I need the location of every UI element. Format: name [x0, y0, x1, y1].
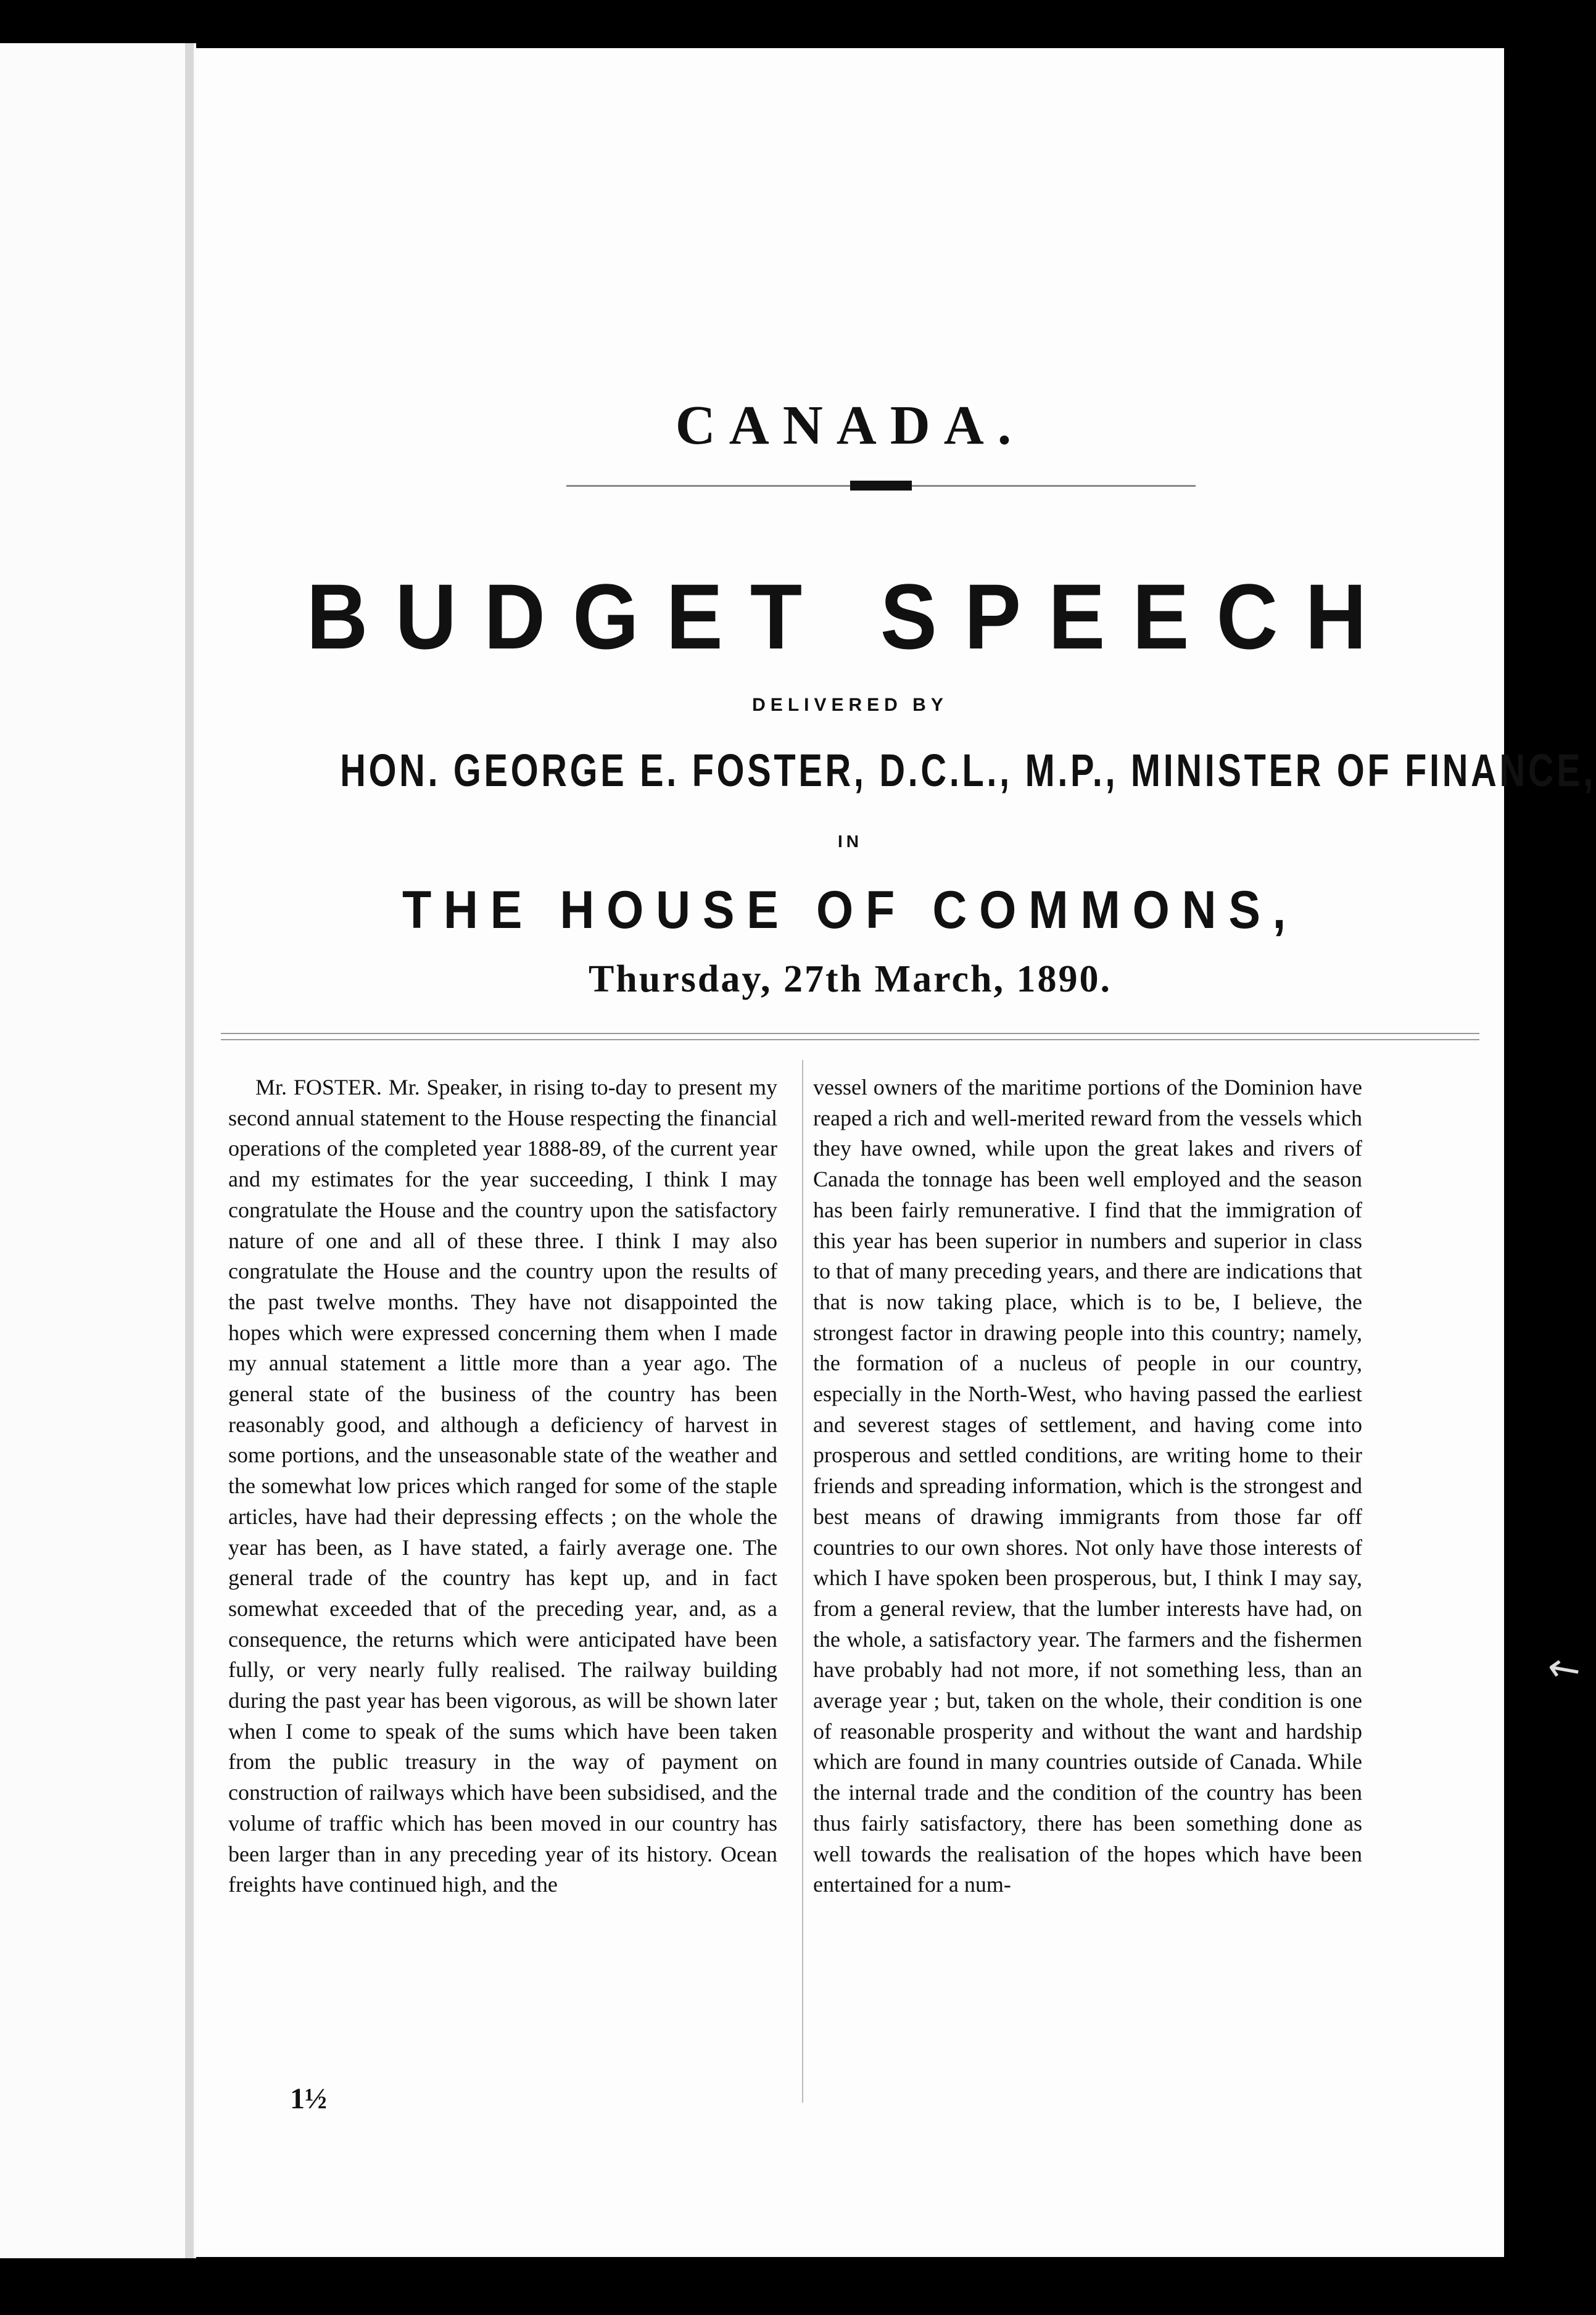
in-label: IN — [838, 832, 862, 851]
scan-mark: ↖ — [1537, 1641, 1590, 1697]
venue-heading: THE HOUSE OF COMMONS, — [402, 880, 1299, 940]
speaker-name: HON. GEORGE E. FOSTER, D.C.L., M.P., MINISTER OF FINANCE, — [340, 745, 1596, 796]
header-divider — [221, 1033, 1479, 1040]
book-spine — [185, 43, 194, 2258]
facing-page-edge — [0, 43, 196, 2258]
speech-date: Thursday, 27th March, 1890. — [588, 958, 1112, 1000]
text-column-left — [228, 1072, 777, 1900]
country-heading: CANADA. — [675, 395, 1025, 456]
delivered-by-label: DELIVERED BY — [752, 695, 948, 715]
text-column-right — [813, 1072, 1362, 1900]
signature-mark: 1½ — [290, 2082, 327, 2115]
page-title: BUDGET SPEECH — [306, 565, 1394, 668]
document-page — [196, 48, 1596, 2257]
column-divider — [802, 1060, 803, 2103]
paragraph: Mr. FOSTER. Mr. Speaker, in rising to-day to present my second annual statement to the House respecting the financial operations of the completed year 1888-89, of the current year and my estimates for the year succeeding, I think I may congratulate the House and the country upon the satisfactory nature of one and all of these three. I think I may also congratulate the House and the country upon the results of the past twelve months. They have not disappointed the hopes which were expressed concerning them when I made my annual statement a little more than a year ago. The general state of the business of the country has been reasonably good, and although a deficiency of harvest in some portions, and the unseasonable state of the weather and the somewhat low prices which ranged for some of the staple articles, have had their depressing effects ; on the whole the year has been, as I have stated, a fairly average one. The general trade of the country has kept up, and in fact somewhat exceeded that of the preceding year, and, as a consequence, the returns which were anticipated have been fully, or very nearly fully realised. The railway building during the past year has been vigorous, as will be shown later when I come to speak of the sums which have been taken from the public treasury in the way of payment on construction of railways which have been subsidised, and the volume of traffic which has been moved in our country has been larger than in any preceding year of its history. Ocean freights have continued high, and the — [228, 1075, 777, 1897]
paragraph: vessel owners of the maritime portions of the Dominion have reaped a rich and well-merited reward from the vessels which they have owned, while upon the great lakes and rivers of Canada the tonnage has been well employed and the season has been fairly remunerative. I find that the immigration of this year has been superior in numbers and superior in class to that of many preceding years, and there are indications that that is now taking place, which is to be, I believe, the strongest factor in drawing people into this country; namely, the formation of a nucleus of people in our country, especially in the North-West, who having passed the earliest and severest stages of settlement, and having come into prosperous and settled conditions, are writing home to their friends and spreading information, which is the strongest and best means of drawing immigrants from those far off countries to our own shores. Not only have those interests of which I have spoken been prosperous, but, I think I may say, from a general review, that the lumber interests have had, on the whole, a satisfactory year. The farmers and the fishermen have probably had not more, if not something less, than an average year ; but, taken on the whole, their condition is one of reasonable prosperity and without the want and hardship which are found in many countries outside of Canada. While the internal trade and the condition of the country has been thus fairly satisfactory, there has been something done as well towards the realisation of the hopes which have been entertained for a num- — [813, 1075, 1362, 1897]
ornament-bar — [850, 481, 912, 491]
